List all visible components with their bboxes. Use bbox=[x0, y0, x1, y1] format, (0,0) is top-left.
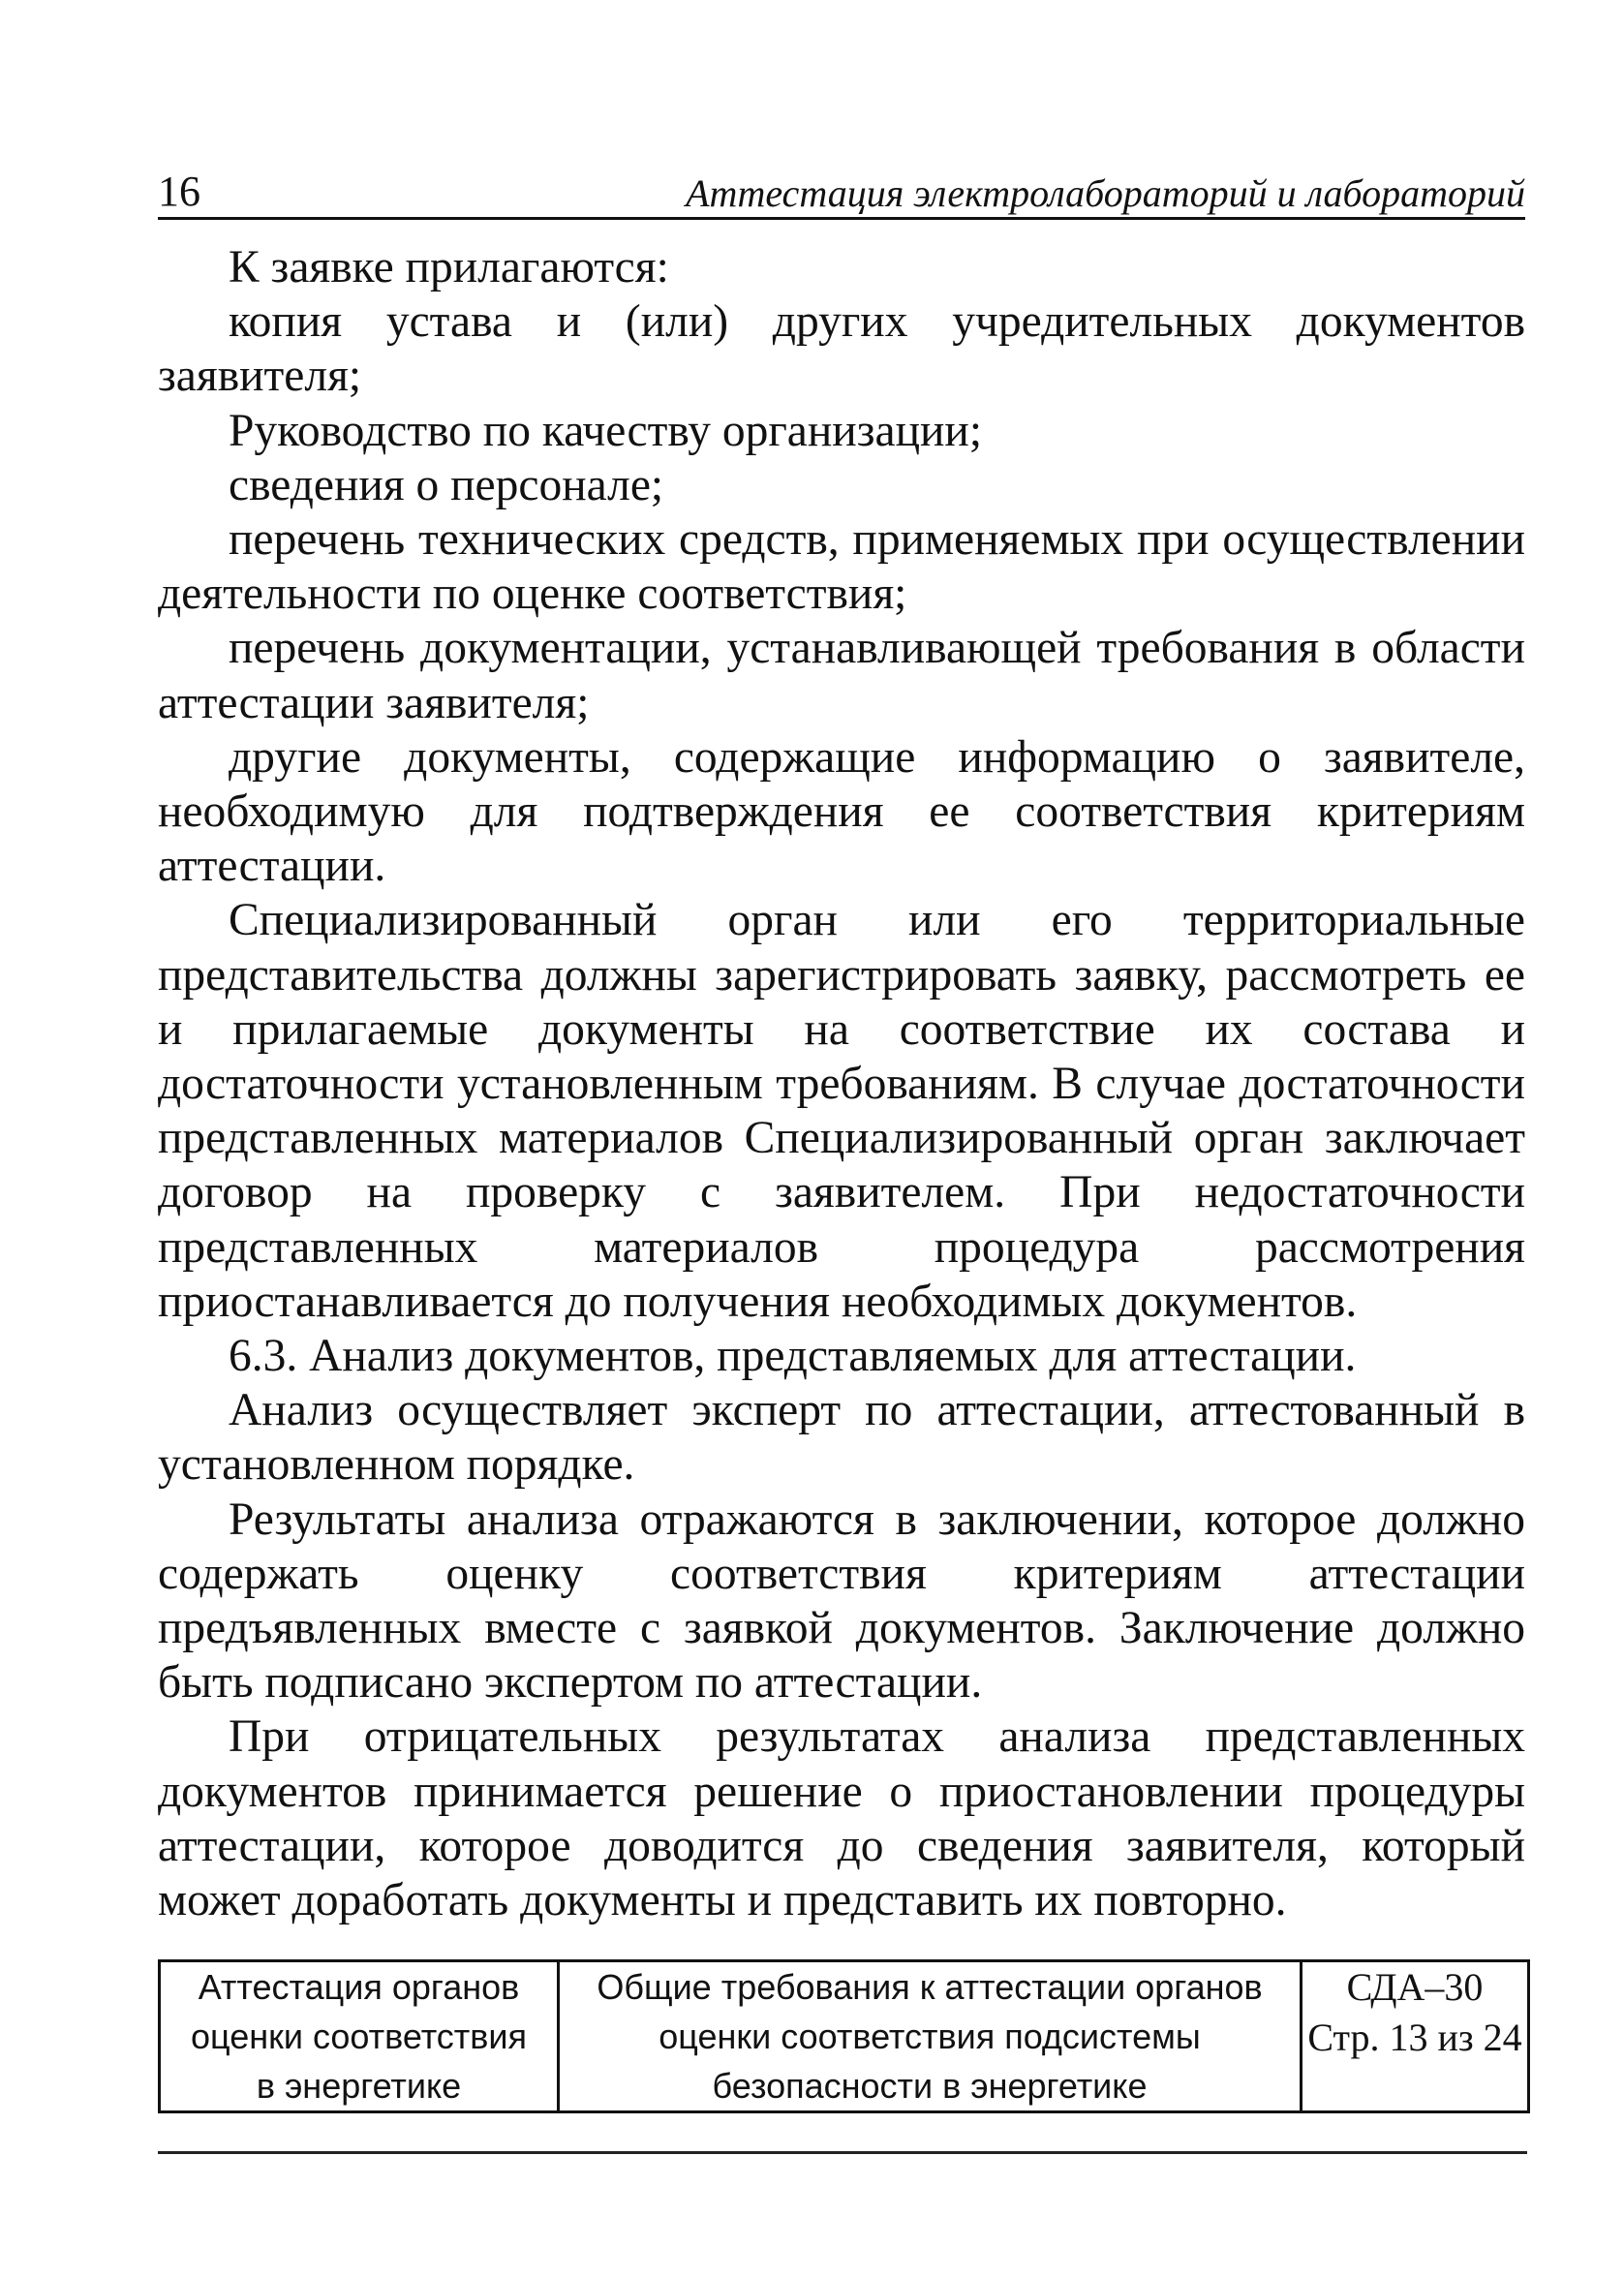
paragraph: другие документы, содержащие информацию о заявителе, необходимую для подтверждения ее соответствия критериям аттестации. bbox=[158, 731, 1525, 892]
body-text bbox=[158, 240, 1525, 1927]
paragraph: Анализ осуществляет эксперт по аттестации, аттестованный в установленном порядке. bbox=[158, 1385, 1525, 1491]
footer-divider bbox=[158, 2151, 1527, 2154]
document-footer-table bbox=[158, 1959, 1530, 2113]
paragraph: При отрицательных результатах анализа представленных документов принимается решение о приостановлении процедуры аттестации, которое доводится до сведения заявителя, который может доработать документы и представить их повторно. bbox=[158, 1711, 1525, 1926]
page-number: 16 bbox=[158, 168, 200, 215]
paragraph: Руководство по качеству организации; bbox=[229, 405, 983, 456]
table-row bbox=[160, 1961, 1529, 2112]
paragraph: сведения о персонале; bbox=[229, 459, 664, 510]
cell-text: Общие требования к аттестации органов оценки соответствия подсистемы безопасности в энергетике bbox=[597, 1967, 1263, 2106]
table-cell-code bbox=[1302, 1961, 1529, 2112]
paragraph: К заявке прилагаются: bbox=[229, 242, 669, 293]
cell-text: Аттестация органов оценки соответствия в энергетике bbox=[191, 1967, 527, 2106]
paragraph: перечень документации, устанавливающей требования в области аттестации заявителя; bbox=[158, 623, 1525, 728]
paragraph: перечень технических средств, применяемых при осуществлении деятельности по оценке соответствия; bbox=[158, 514, 1525, 620]
cell-text: СДА–30 Стр. 13 из 24 bbox=[1307, 1965, 1522, 2059]
table-cell-title bbox=[559, 1961, 1302, 2112]
paragraph: копия устава и (или) других учредительных документов заявителя; bbox=[158, 296, 1525, 402]
paragraph: Результаты анализа отражаются в заключении, которое должно содержать оценку соответствия критериям аттестации предъявленных вместе с заявкой документов. Заключение должно быть подписано экспертом по аттестации. bbox=[158, 1494, 1525, 1709]
page-header bbox=[158, 155, 1525, 220]
running-title: Аттестация электролабораторий и лабораторий bbox=[686, 171, 1525, 215]
paragraph: Специализированный орган или его территориальные представительства должны зарегистрировать заявку, рассмотреть ее и прилагаемые документы на соответствие их состава и достаточности установленным требованиям. В случае достаточности представленных материалов Специализированный орган заключает договор на проверку с заявителем. При недостаточности представленных материалов процедура рассмотрения приостанавливается до получения необходимых документов. bbox=[158, 895, 1525, 1327]
table-cell-organ bbox=[160, 1961, 559, 2112]
section-heading: 6.3. Анализ документов, представляемых для аттестации. bbox=[229, 1331, 1357, 1382]
